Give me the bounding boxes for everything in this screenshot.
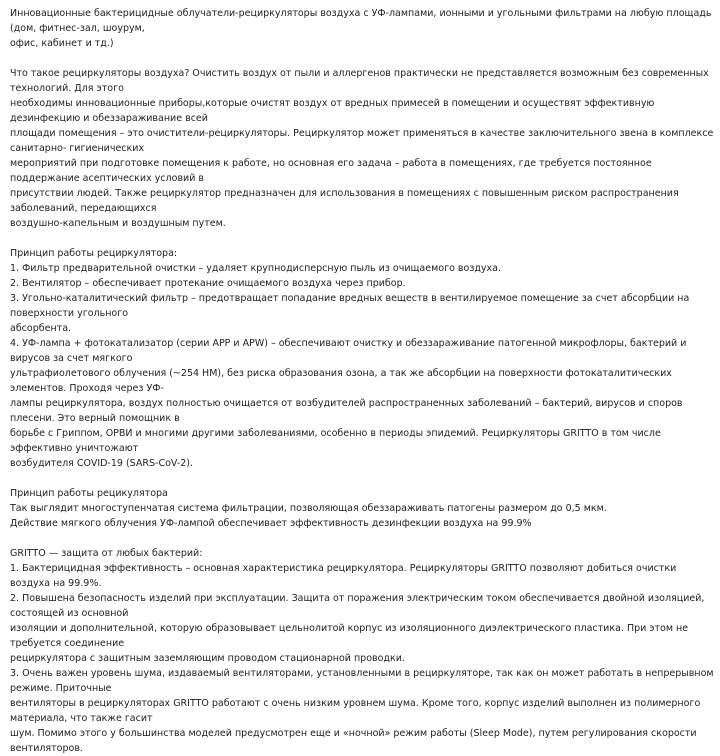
principle2-title: Принцип работы рецикулятора xyxy=(10,488,168,499)
principle-item: 2. Вентилятор – обеспечивает протекание очищаемого воздуха через прибор. xyxy=(10,278,406,289)
gritto-title: GRITTO — защита от любых бактерий: xyxy=(10,548,203,559)
principle-title: Принцип работы рециркулятора: xyxy=(10,248,178,259)
gritto-item: рециркулятора с защитным заземляющим проводом стационарной проводки. xyxy=(10,653,405,664)
principle2-line: Так выглядит многоступенчатая система фильтрации, позволяющая обеззараживать патогены размером до 0,5 мкм. xyxy=(10,503,607,514)
principle-item: возбудителя COVID-19 (SARS-CoV-2). xyxy=(10,458,194,469)
what-line: присутствии людей. Также рециркулятор предназначен для использования в помещениях с повышенным риском распространения заболеваний, передающихся xyxy=(10,188,679,214)
principle-item: 4. УФ-лампа + фотокатализатор (серии APP и APW) – обеспечивают очистку и обеззараживание патогенной микрофлоры, бактерий и вирусов за счет мягкого xyxy=(10,338,687,364)
paragraph-gap xyxy=(10,231,716,246)
gritto-item: 2. Повышена безопасность изделий при эксплуатации. Защита от поражения электрическим током обеспечивается двойной изоляцией, состоящей из основной xyxy=(10,593,705,619)
what-line: площади помещения – это очистители-рециркуляторы. Рециркулятор может применяться в качестве заключительного звена в комплексе санитарно- гигиенических xyxy=(10,128,714,154)
principle-item: 1. Фильтр предварительной очистки – удаляет крупнодисперсную пыль из очищаемого воздуха. xyxy=(10,263,502,274)
paragraph-gap xyxy=(10,51,716,66)
gritto-item: изоляции и дополнительной, которую образовывает цельнолитой корпус из изоляционного диэлектрического пластика. При этом не требуется соединение xyxy=(10,623,689,649)
gritto-item: вентиляторы в рециркуляторах GRITTO работают с очень низким уровнем шума. Кроме того, корпус изделий выполнен из полимерного материала, что также гасит xyxy=(10,698,701,724)
principle-item: 3. Угольно-каталитический фильтр – предотвращает попадание вредных веществ в вентилируемое помещение за счет абсорбции на поверхности угольного xyxy=(10,293,690,319)
principle-item: лампы рециркулятора, воздух полностью очищается от возбудителей распространенных заболеваний – бактерий, вирусов и споров плесени. Это верный помощник в xyxy=(10,398,683,424)
document-body xyxy=(10,6,716,756)
gritto-item: 1. Бактерицидная эффективность – основная характеристика рециркулятора. Рециркуляторы GRITTO позволяют добиться очистки воздуха на 99.9%. xyxy=(10,563,677,589)
paragraph-gap xyxy=(10,531,716,546)
gritto-item: шум. Помимо этого у большинства моделей предусмотрен еще и «ночной» режим работы (Sleep Mode), путем регулирования скорости вентиляторов. xyxy=(10,728,697,754)
what-line: воздушно-капельным и воздушным путем. xyxy=(10,218,226,229)
paragraph-gap xyxy=(10,471,716,486)
principle-item: абсорбента. xyxy=(10,323,72,334)
intro-line: Инновационные бактерицидные облучатели-рециркуляторы воздуха с УФ-лампами, ионными и угольными фильтрами на любую площадь (дом, фитнес-зал, шоурум, xyxy=(10,8,712,34)
gritto-item: 3. Очень важен уровень шума, издаваемый вентиляторами, установленными в рециркуляторе, так как он может работать в непрерывном режиме. Приточные xyxy=(10,668,714,694)
principle-item: ультрафиолетового облучения (~254 НМ), без риска образования озона, а так же абсорбции на поверхности фотокаталитических элементов. Проходя через УФ- xyxy=(10,368,672,394)
principle-item: борьбе с Гриппом, ОРВИ и многими другими заболеваниями, особенно в периоды эпидемий. Рециркуляторы GRITTO в том числе эффективно уничтожают xyxy=(10,428,661,454)
principle2-line: Действие мягкого облучения УФ-лампой обеспечивает эффективность дезинфекции воздуха на 99.9% xyxy=(10,518,532,529)
what-line: необходимы инновационные приборы,которые очистят воздух от вредных примесей в помещении и осуществят эффективную дезинфекцию и обеззараживание всей xyxy=(10,98,655,124)
intro-line: офис, кабинет и тд.) xyxy=(10,38,114,49)
what-line: Что такое рециркуляторы воздуха? Очистить воздух от пыли и аллергенов практически не представляется возможным без современных технологий. Для этого xyxy=(10,68,709,94)
what-line: мероприятий при подготовке помещения к работе, но основная его задача – работа в помещениях, где требуется постоянное поддержание асептических условий в xyxy=(10,158,652,184)
